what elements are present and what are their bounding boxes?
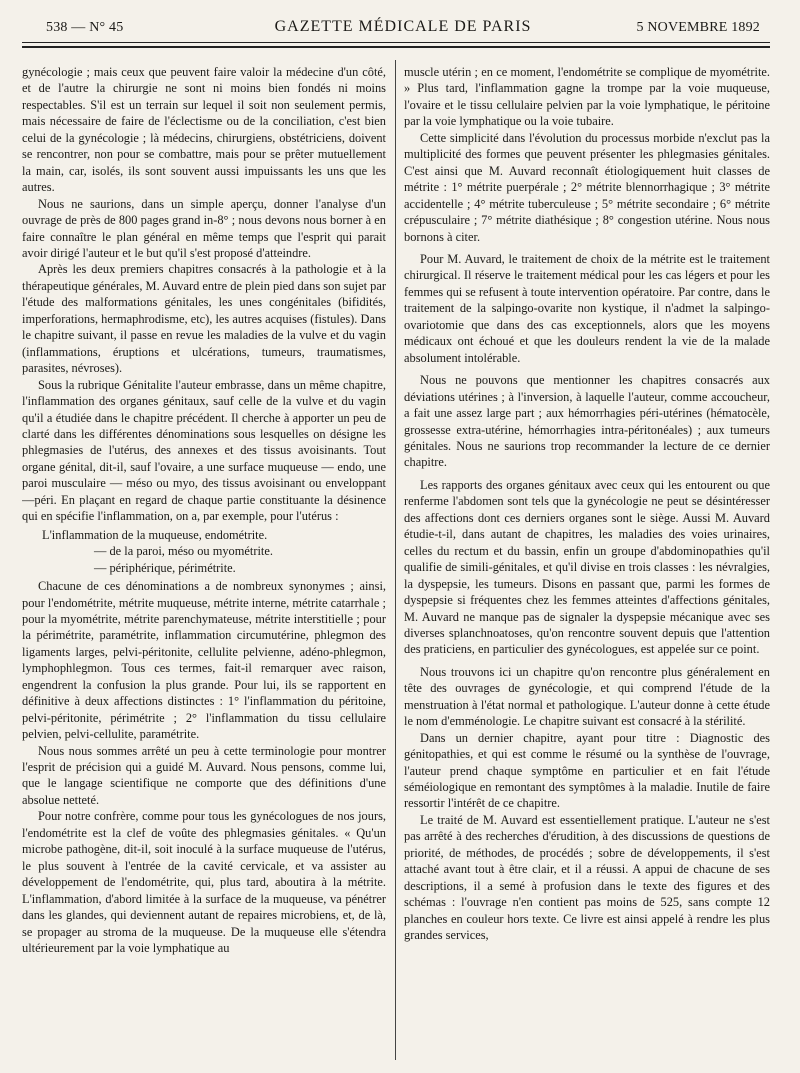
paragraph: Après les deux premiers chapitres consacrés à la pathologie et à la thérapeutique générales, M. Auvard entre de plein pied dans son sujet par l'étude des malformations génitales, les unes congénitales (bifidités, imperforations, hermaphrodisme, etc), les autres acquises (fistules). Dans le chapitre suivant, il passe en revue les maladies de la vulve et du vagin (inflammations, éruptions et ulcérations, tumeurs, traumatismes, parasites, névroses). bbox=[22, 262, 386, 376]
header-rule-thick bbox=[22, 46, 770, 48]
journal-title: GAZETTE MÉDICALE DE PARIS bbox=[274, 18, 532, 35]
paragraph: gynécologie ; mais ceux que peuvent faire valoir la médecine d'un côté, et de l'autre la chirurgie ne sont ni moins bien fondés ni moins respectables. S'il est un terrain sur lequel il soit non seulement permis, mais nécessaire de faire de l'éclectisme ou de la conciliation, c'est bien celui de la gynécologie ; là médecins, chirurgiens, obstétriciens, doivent se rencontrer, non pour se combattre, mais pour se prêter mutuellement la main, car, isolés, ils sont souvent aussi impuissants les uns que les autres. bbox=[22, 65, 386, 195]
paragraph: Sous la rubrique Génitalite l'auteur embrasse, dans un même chapitre, l'inflammation des organes génitaux, sauf celle de la vulve et du vagin qu'il a étudiée dans le chapitre précédent. Il cherche à apporter un peu de clarté dans les différentes dénominations sous lesquelles on désigne les phlegmasies de l'utérus, des annexes et des tissus avoisinants. Tout organe génital, dit-il, sauf l'ovaire, a une surface muqueuse — endo, une paroi musculaire — méso ou myo, des tissus avoisinant ou enveloppant—péri. En plaçant en regard de chaque partie constituante la désinence qui en spécifie l'inflammation, on a, par exemple, pour l'utérus : bbox=[22, 377, 386, 524]
right-column bbox=[404, 64, 770, 1064]
issue-date: 5 NOVEMBRE 1892 bbox=[636, 20, 760, 35]
paragraph: Le traité de M. Auvard est essentiellement pratique. L'auteur ne s'est pas arrêté à des recherches d'érudition, à des discussions de questions de priorité, de méthodes, de procédés ; sobre de développements, il s'est attaché avant tout à être clair, et il a réussi. A appui de chacune de ses descriptions, il a semé à profusion dans le texte des figures et des schémas : l'ouvrage n'en contient pas moins de 525, sans compte 12 planches en couleur hors texte. Ce livre est ainsi appelé à rendre les plus grandes services, bbox=[404, 812, 770, 943]
list-item: — de la paroi, méso ou myométrite. bbox=[94, 544, 273, 559]
paragraph: Pour M. Auvard, le traitement de choix de la métrite est le traitement chirurgical. Il réserve le traitement médical pour les cas légers et pour les femmes qui se refusent à toute intervention opératoire. Par contre, dans le traitement de la salpingo-ovarite non kystique, il n'admet la salpingo-ovariotomie que dans des cas exceptionnels, alors que les moyens médicaux ont échoué et que les douleurs rendent la vie de la malade absolument intolérable. bbox=[404, 251, 770, 365]
paragraph: muscle utérin ; en ce moment, l'endométrite se complique de myométrite. » Plus tard, l'inflammation gagne la trompe par la voie muqueuse, l'ovaire et le tissu cellulaire pelvien par la voie lymphatique, le péritoine par la voie lymphatique ou la voie tubaire. bbox=[404, 65, 770, 129]
paragraph: Nous nous sommes arrêté un peu à cette terminologie pour montrer l'esprit de précision qui a guidé M. Auvard. Nous pensons, comme lui, que le langage scientifique ne comporte que des définitions d'une absolue netteté. bbox=[22, 743, 386, 807]
paragraph: Chacune de ces dénominations a de nombreux synonymes ; ainsi, pour l'endométrite, métrite muqueuse, métrite interne, métrite catarrhale ; pour la myométrite, métrite parenchymateuse, métrite interstitielle ; pour la périmétrite, paramétrite, inflammation circumutérine, phlegmon des ligaments larges, pelvi-péritonite, cellulite pelvienne, adéno-phlegmon, lymphophlegmon. Tous ces termes, fait-il remarquer avec raison, engendrent la confusion la plus grande. Pour lui, ils se rapportent en définitive à deux affections distinctes : 1° l'inflammation du péritoine, pelvi-péritonite, périmétrite ; 2° l'inflammation du tissu cellulaire pelvien, pelvi-cellulite, paramétrite. bbox=[22, 579, 386, 742]
paragraph: Nous ne pouvons que mentionner les chapitres consacrés aux déviations utérines ; à l'inversion, à laquelle l'auteur, comme accoucheur, a fait une assez large part ; aux hémorrhagies péri-utérines (hématocèle, grossesse extra-utérine, hémorrhagies intra-péritonéales) ; aux tumeurs génitales. Nous ne saurions trop recommander la lecture de ce dernier chapitre. bbox=[404, 373, 770, 470]
list-item: L'inflammation de la muqueuse, endométrite. bbox=[42, 527, 268, 542]
page-header bbox=[46, 18, 760, 40]
paragraph: Pour notre confrère, comme pour tous les gynécologues de nos jours, l'endométrite est la clef de voûte des phlegmasies génitales. « Qu'un microbe pathogène, dit-il, soit inoculé à la surface muqueuse de l'utérus, le plus souvent à l'entrée de la cavité cervicale, et va assister au développement de l'endométrite, qui, plus tard, aboutira à la métrite. L'inflammation, d'abord limitée à la surface de la muqueuse, va pénétrer dans les glandes, qui deviennent autant de repaires microbiens, et, de là, se propager au stroma de la muqueuse. De la muqueuse elle s'étendra ultérieurement par la voie lymphatique au bbox=[22, 809, 386, 956]
column-divider bbox=[395, 60, 396, 1060]
left-column bbox=[22, 64, 386, 1064]
page-number: 538 — N° 45 bbox=[46, 20, 124, 35]
paragraph: Cette simplicité dans l'évolution du processus morbide n'exclut pas la multiplicité des formes que peuvent présenter les phlegmasies génitales. C'est ainsi que M. Auvard reconnaît étiologiquement huit classes de métrite : 1° métrite puerpérale ; 2° métrite blennorrhagique ; 3° métrite accidentelle ; 4° métrite tuberculeuse ; 5° métrite secondaire ; 6° métrite crépusculaire ; 7° métrite diathésique ; 8° congestion utérine. Nous nous bornons à citer. bbox=[404, 130, 770, 244]
paragraph: Les rapports des organes génitaux avec ceux qui les entourent ou que renferme l'abdomen sont tels que la gynécologie ne peut se désintéresser des affections dont ces derniers organes sont le siège. Aussi M. Auvard étudie-t-il, dans autant de chapitres, les maladies des voies urinaires, celles du rectum et du bassin, enfin un groupe d'abdominopathies qu'il qualifie de simili-génitales, et qu'il divise en trois classes : les névralgies, la dyspepsie, les tumeurs. Disons en passant que, parmi les formes de dyspepsie si fréquentes chez les femmes atteintes d'affections génitales, M. Auvard ne manque pas de signaler la dyspepsie mécanique avec ses diverses splanchnoatoses, qu'on rencontre souvent depuis que l'attention des praticiens, en particulier des gynécologues, est appelée sur ce point. bbox=[404, 477, 770, 657]
header-rule bbox=[22, 42, 770, 43]
inflammation-list bbox=[22, 527, 386, 576]
paragraph: Nous trouvons ici un chapitre qu'on rencontre plus généralement en tête des ouvrages de gynécologie, et qui comprend l'étude de la menstruation à l'état normal et pathologique. L'auteur donne à cette étude le nom d'emménologie. Le chapitre suivant est consacré à la stérilité. bbox=[404, 664, 770, 729]
paragraph: Dans un dernier chapitre, ayant pour titre : Diagnostic des génitopathies, et qui est comme le résumé ou la synthèse de l'ouvrage, l'auteur prend chaque symptôme en particulier et en fait l'étude séméiologique en remontant des symptômes à la maladie. Inutile de faire ressortir l'intérêt de ce chapitre. bbox=[404, 730, 770, 811]
paragraph: Nous ne saurions, dans un simple aperçu, donner l'analyse d'un ouvrage de près de 800 pages grand in-8° ; nous devons nous borner à en faire connaître le plan général en même temps que l'esprit qui parait avoir dirigé l'auteur et le but qu'il s'est proposé d'atteindre. bbox=[22, 196, 386, 260]
list-item: — périphérique, périmétrite. bbox=[94, 560, 236, 575]
